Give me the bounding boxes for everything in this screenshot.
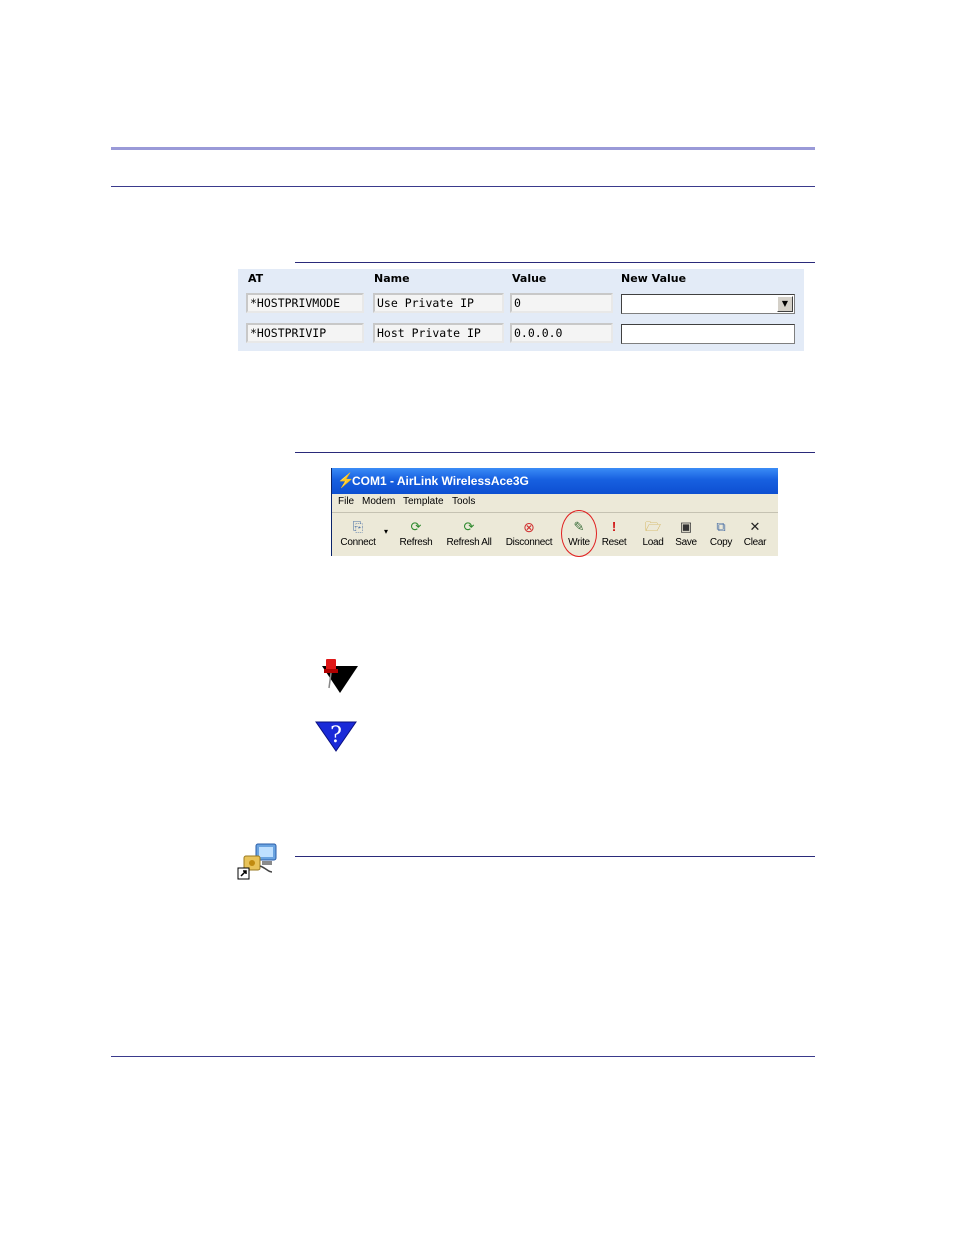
- footer-rule: [111, 1056, 815, 1057]
- table-cell-name: Use Private IP: [373, 293, 504, 313]
- table-cell-value: 0: [510, 293, 613, 313]
- reset-button[interactable]: ! Reset: [601, 519, 627, 548]
- toolbar: [332, 512, 778, 556]
- clear-x-icon: ✕: [749, 519, 761, 534]
- copy-button[interactable]: ⧉ Copy: [709, 519, 733, 548]
- column-header-at: AT: [248, 272, 264, 285]
- connect-icon: ⎘: [352, 519, 364, 534]
- clear-button[interactable]: ✕ Clear: [743, 519, 767, 548]
- table-cell-at: *HOSTPRIVMODE: [246, 293, 364, 313]
- floppy-disk-icon: ▣: [679, 519, 693, 534]
- write-highlight-circle: [561, 510, 597, 557]
- disconnect-button[interactable]: ⊗ Disconnect: [505, 519, 553, 548]
- load-button[interactable]: 🗁 Load: [642, 519, 664, 548]
- new-value-dropdown[interactable]: [621, 294, 795, 314]
- menu-template[interactable]: Template: [403, 496, 444, 507]
- refresh-button[interactable]: ⟳ Refresh: [399, 519, 433, 548]
- svg-text:?: ?: [330, 723, 342, 748]
- column-header-new-value: New Value: [621, 272, 687, 285]
- disconnect-icon: ⊗: [523, 519, 535, 535]
- table-cell-at: *HOSTPRIVIP: [246, 323, 364, 343]
- connect-dropdown-arrow[interactable]: ▾: [383, 527, 388, 536]
- chevron-down-icon[interactable]: ▼: [777, 296, 793, 312]
- refresh-all-button[interactable]: ⟳ Refresh All: [446, 519, 492, 548]
- menu-modem[interactable]: Modem: [362, 496, 396, 507]
- window-title: COM1 - AirLink WirelessAce3G: [352, 474, 529, 488]
- question-tip-icon: [314, 718, 358, 752]
- pencil-icon: ✎: [573, 519, 585, 534]
- figure-rule-2: [295, 452, 815, 453]
- refresh-all-icon: ⟳: [463, 519, 475, 534]
- column-header-value: Value: [512, 272, 547, 285]
- save-button[interactable]: ▣ Save: [675, 519, 697, 548]
- pushpin-note-icon: [316, 658, 360, 694]
- app-window: [331, 468, 778, 556]
- network-shortcut-icon: [236, 842, 280, 882]
- header-rule-thick: [111, 147, 815, 150]
- refresh-icon: ⟳: [410, 519, 422, 534]
- copy-icon: ⧉: [716, 519, 726, 534]
- tip-rule: [295, 856, 815, 857]
- lightning-icon: ⚡: [337, 472, 355, 488]
- connect-button[interactable]: ⎘ Connect: [340, 519, 376, 548]
- table-cell-name: Host Private IP: [373, 323, 504, 343]
- at-settings-table: [238, 269, 804, 351]
- new-value-input[interactable]: [621, 324, 795, 344]
- menu-bar: [332, 494, 778, 511]
- figure-rule-1: [295, 262, 815, 263]
- menu-file[interactable]: File: [338, 496, 355, 507]
- exclamation-icon: !: [611, 519, 617, 534]
- open-folder-icon: 🗁: [645, 519, 662, 534]
- menu-tools[interactable]: Tools: [452, 496, 476, 507]
- column-header-name: Name: [374, 272, 410, 285]
- table-cell-value: 0.0.0.0: [510, 323, 613, 343]
- header-rule-thin: [111, 186, 815, 187]
- write-button[interactable]: ✎ Write: [568, 519, 590, 548]
- window-title-bar: [332, 468, 778, 494]
